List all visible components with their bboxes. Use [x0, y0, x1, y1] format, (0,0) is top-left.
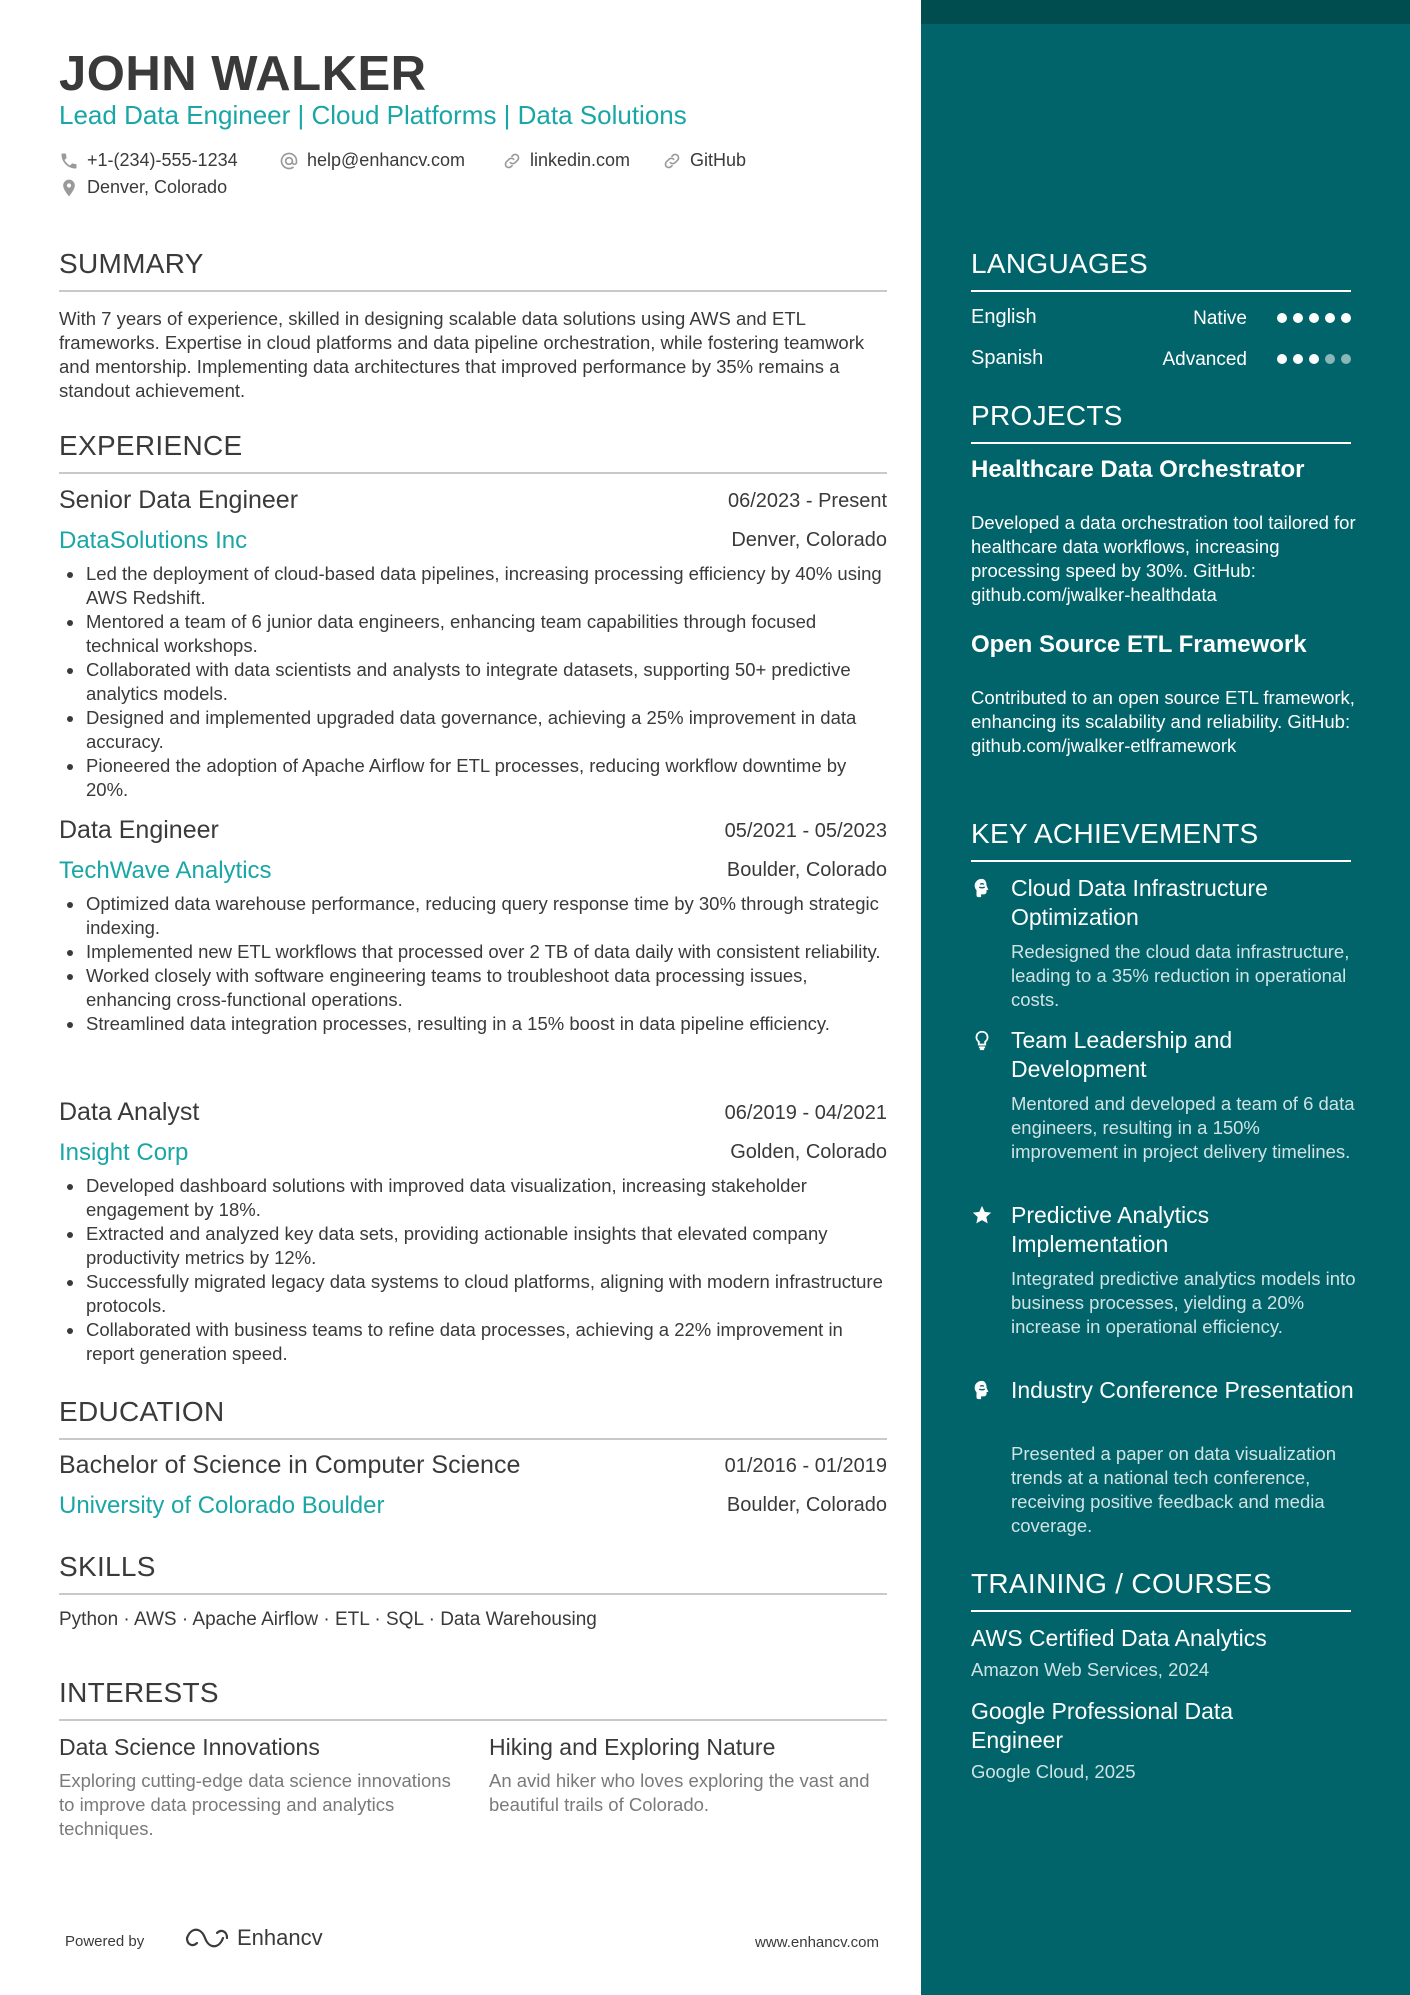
degree: Bachelor of Science in Computer Science: [59, 1451, 521, 1479]
bullet-item: Collaborated with business teams to refine data processes, achieving a 22% improvement in report generation speed.: [59, 1318, 887, 1366]
course-title: AWS Certified Data Analytics: [971, 1625, 1267, 1651]
achievement-desc: Integrated predictive analytics models into business processes, yielding a 20% increase in operational efficiency.: [1011, 1268, 1356, 1337]
skills-heading: SKILLS: [59, 1551, 887, 1595]
language-name: Spanish: [971, 347, 1044, 369]
lightbulb-icon: [971, 1029, 993, 1051]
interest-desc: An avid hiker who loves exploring the vast and beautiful trails of Colorado.: [489, 1770, 870, 1815]
job-location: Denver, Colorado: [731, 529, 887, 551]
bullet-item: Optimized data warehouse performance, reducing query response time by 30% through strategic indexing.: [59, 892, 887, 940]
project-title: Healthcare Data Orchestrator: [971, 456, 1305, 483]
rating-dot-filled: [1309, 354, 1319, 364]
rating-dot-filled: [1277, 354, 1287, 364]
course-provider: Google Cloud, 2025: [971, 1761, 1136, 1782]
contact-github[interactable]: [662, 150, 746, 171]
education-dates: 01/2016 - 01/2019: [724, 1455, 887, 1477]
course-title: Google Professional Data Engineer: [971, 1698, 1234, 1753]
summary-heading: SUMMARY: [59, 248, 887, 292]
footer-url[interactable]: www.enhancv.com: [755, 1934, 879, 1951]
link-icon: [662, 151, 682, 171]
bullet-item: Successfully migrated legacy data systems to cloud platforms, aligning with modern infrastructure protocols.: [59, 1270, 887, 1318]
achievement-title: Team Leadership and Development: [1011, 1027, 1233, 1082]
brain-icon: [971, 1379, 993, 1401]
interest-title: Data Science Innovations: [59, 1734, 320, 1760]
achievement-title: Predictive Analytics Implementation: [1011, 1202, 1210, 1257]
bullet-item: Collaborated with data scientists and analysts to integrate datasets, supporting 50+ predictive analytics models.: [59, 658, 887, 706]
project-desc: Contributed to an open source ETL framework, enhancing its scalability and reliability. GitHub: github.com/jwalker-etlframework: [971, 687, 1355, 756]
company-name: TechWave Analytics: [59, 857, 272, 884]
achievement-desc: Redesigned the cloud data infrastructure, leading to a 35% reduction in operational costs.: [1011, 941, 1350, 1010]
achievement-title: Industry Conference Presentation: [1011, 1377, 1354, 1403]
location-text: Denver, Colorado: [87, 177, 228, 197]
bullet-item: Streamlined data integration processes, resulting in a 15% boost in data pipeline efficiency.: [59, 1012, 887, 1036]
rating-dot-filled: [1309, 313, 1319, 323]
contact-phone[interactable]: [59, 150, 238, 171]
enhancv-logo-icon: [183, 1925, 231, 1951]
achievement-desc: Mentored and developed a team of 6 data engineers, resulting in a 150% improvement in project delivery timelines.: [1011, 1093, 1355, 1162]
job-location: Golden, Colorado: [730, 1141, 887, 1163]
job-location: Boulder, Colorado: [726, 859, 887, 881]
job-dates: 06/2023 - Present: [728, 490, 887, 512]
contact-email[interactable]: [279, 150, 465, 171]
enhancv-logo[interactable]: [183, 1925, 323, 1951]
rating-dot-filled: [1325, 313, 1335, 323]
interest-desc: Exploring cutting-edge data science innovations to improve data processing and analytics techniques.: [59, 1770, 451, 1839]
job-title: Data Engineer: [59, 816, 219, 844]
phone-icon: [59, 151, 79, 171]
skills-list: Python · AWS · Apache Airflow · ETL · SQL · Data Warehousing: [59, 1609, 597, 1630]
bullet-item: Pioneered the adoption of Apache Airflow for ETL processes, reducing workflow downtime by 20%.: [59, 754, 887, 802]
training-heading: TRAINING / COURSES: [971, 1568, 1351, 1612]
link-icon: [502, 151, 522, 171]
achievement-desc: Presented a paper on data visualization trends at a national tech conference, receiving positive feedback and media coverage.: [1011, 1443, 1336, 1536]
course-provider: Amazon Web Services, 2024: [971, 1659, 1210, 1680]
sidebar: [921, 0, 1410, 1995]
bullet-item: Worked closely with software engineering teams to troubleshoot data processing issues, enhancing cross-functional operations.: [59, 964, 887, 1012]
interests-heading: INTERESTS: [59, 1677, 887, 1721]
bullet-item: Developed dashboard solutions with improved data visualization, increasing stakeholder engagement by 18%.: [59, 1174, 887, 1222]
enhancv-brand-text: Enhancv: [237, 1925, 323, 1950]
languages-heading: LANGUAGES: [971, 248, 1351, 292]
star-icon: [971, 1204, 993, 1226]
bullet-item: Designed and implemented upgraded data governance, achieving a 25% improvement in data accuracy.: [59, 706, 887, 754]
language-level: Native: [1193, 308, 1247, 329]
brain-icon: [971, 877, 993, 899]
education-heading: EDUCATION: [59, 1396, 887, 1440]
job-bullets: [59, 1174, 887, 1366]
rating-dot-filled: [1293, 354, 1303, 364]
contact-linkedin[interactable]: [502, 150, 630, 171]
experience-heading: EXPERIENCE: [59, 430, 887, 474]
rating-dot-filled: [1277, 313, 1287, 323]
phone-text: +1-(234)-555-1234: [87, 150, 238, 170]
company-name: Insight Corp: [59, 1139, 189, 1166]
rating-dot-filled: [1293, 313, 1303, 323]
at-icon: [279, 151, 299, 171]
company-name: DataSolutions Inc: [59, 527, 248, 554]
email-text: help@enhancv.com: [307, 150, 466, 170]
candidate-name: JOHN WALKER: [59, 47, 427, 101]
powered-by-label: Powered by: [65, 1933, 145, 1950]
project-desc: Developed a data orchestration tool tailored for healthcare data workflows, increasing processing speed by 30%. GitHub: github.com/jwalker-healthdata: [971, 512, 1356, 605]
project-title: Open Source ETL Framework: [971, 631, 1307, 658]
job-title: Senior Data Engineer: [59, 486, 299, 514]
language-rating: [1277, 313, 1351, 323]
rating-dot-empty: [1341, 354, 1351, 364]
bullet-item: Extracted and analyzed key data sets, providing actionable insights that elevated company productivity metrics by 12%.: [59, 1222, 887, 1270]
headline: Lead Data Engineer | Cloud Platforms | Data Solutions: [59, 100, 687, 130]
rating-dot-filled: [1341, 313, 1351, 323]
linkedin-text: linkedin.com: [530, 150, 631, 170]
job-dates: 06/2019 - 04/2021: [724, 1102, 887, 1124]
summary-text: With 7 years of experience, skilled in designing scalable data solutions using AWS and ETL frameworks. Expertise in cloud platforms and data pipeline orchestration, while fostering teamwork and mentorship. Implementing data architectures that improved performance by 35% remains a standout achievement.: [59, 308, 865, 401]
achievement-title: Cloud Data Infrastructure Optimization: [1011, 875, 1268, 930]
education-location: Boulder, Colorado: [726, 1494, 887, 1516]
language-name: English: [971, 306, 1037, 328]
sidebar-top-bar: [921, 0, 1410, 24]
job-bullets: [59, 562, 887, 802]
achievements-heading: KEY ACHIEVEMENTS: [971, 818, 1351, 862]
projects-heading: PROJECTS: [971, 400, 1351, 444]
language-rating: [1277, 354, 1351, 364]
bullet-item: Mentored a team of 6 junior data engineers, enhancing team capabilities through focused technical workshops.: [59, 610, 887, 658]
job-dates: 05/2021 - 05/2023: [724, 820, 887, 842]
interest-title: Hiking and Exploring Nature: [489, 1734, 776, 1760]
bullet-item: Implemented new ETL workflows that processed over 2 TB of data daily with consistent reliability.: [59, 940, 887, 964]
contact-location: [59, 177, 227, 198]
school-name: University of Colorado Boulder: [59, 1492, 385, 1519]
job-bullets: [59, 892, 887, 1036]
rating-dot-empty: [1325, 354, 1335, 364]
language-level: Advanced: [1162, 349, 1247, 370]
github-text: GitHub: [690, 150, 747, 170]
job-title: Data Analyst: [59, 1098, 200, 1126]
location-pin-icon: [59, 178, 79, 198]
bullet-item: Led the deployment of cloud-based data pipelines, increasing processing efficiency by 40% using AWS Redshift.: [59, 562, 887, 610]
